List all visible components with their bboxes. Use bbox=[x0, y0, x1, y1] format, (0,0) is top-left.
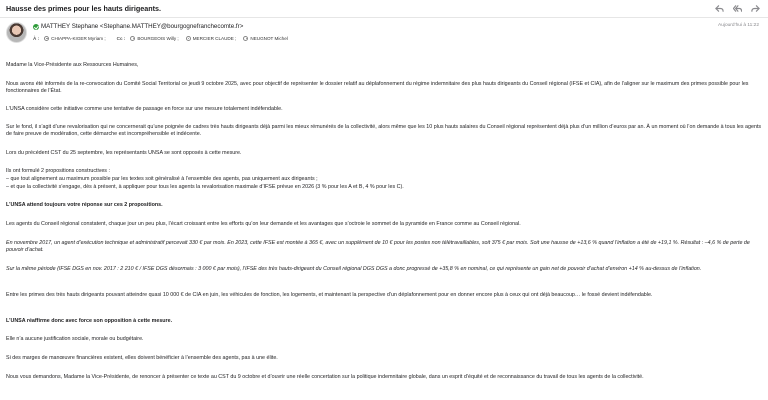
body-paragraph: Les agents du Conseil régional constatent, chaque jour un peu plus, l’écart croissant entre les efforts qu’on leur demande et les avantages que s’octroie le sommet de la pyramide en France comme au Conseil régional. bbox=[6, 221, 521, 227]
cc-name: MERCIER CLAUDE ; bbox=[192, 36, 237, 41]
cc-name: BOURGEOIS Willy ; bbox=[137, 36, 179, 41]
message-header bbox=[0, 18, 768, 52]
contact-icon bbox=[130, 36, 135, 41]
body-paragraph-italic: En novembre 2017, un agent d’exécution technique et administratif percevait 330 € par mois. En 2023, cette IFSE est montée à 365 €, avec un supplément de 10 € pour les postes non télétravaillables, soit 375 € par mois. Soit une hausse de +13,6 % quand l’inflation a été de +19,1 %. Résultat : –4,6 % de perte de pouvoir d’achat. bbox=[6, 240, 750, 254]
body-paragraph: Lors du précédent CST du 25 septembre, les représentants UNSA se sont opposés à cette mesure. bbox=[6, 150, 242, 156]
body-paragraph-bold: L’UNSA attend toujours votre réponse sur ces 2 propositions. bbox=[6, 202, 163, 208]
contact-icon bbox=[44, 36, 49, 41]
reply-all-icon[interactable] bbox=[732, 3, 742, 13]
cc-label: Cc : bbox=[116, 36, 126, 41]
recipient-chip[interactable] bbox=[42, 35, 108, 42]
body-paragraph: Si des marges de manœuvre financières existent, elles doivent bénéficier à l’ensemble des agents, pas à une élite. bbox=[6, 355, 278, 361]
reply-icon[interactable] bbox=[714, 3, 724, 13]
cc-chip[interactable] bbox=[128, 35, 180, 42]
cc-chip[interactable] bbox=[241, 35, 289, 42]
body-paragraph-bold: L’UNSA réaffirme donc avec force son opposition à cette mesure. bbox=[6, 318, 173, 324]
recipient-name: CHIAPPA-KIGER Myriam ; bbox=[51, 36, 106, 41]
recipients bbox=[33, 35, 290, 42]
contact-icon bbox=[243, 36, 248, 41]
avatar[interactable] bbox=[6, 22, 27, 43]
body-paragraph: L’UNSA considère cette initiative comme une tentative de passage en force sur une mesure totalement indéfendable. bbox=[6, 106, 283, 112]
forward-icon[interactable] bbox=[750, 3, 760, 13]
cc-chip[interactable] bbox=[184, 35, 239, 42]
message-timestamp: Aujourd’hui à 11:22 bbox=[718, 23, 759, 28]
message-subject: Hausse des primes pour les hauts dirigeants. bbox=[6, 4, 161, 13]
body-paragraph: – et que la collectivité s’engage, dès à présent, à appliquer pour tous les agents la revalorisation maximale d’IFSE prévue en 2026 (3 % pour les A et B, 4 % pour les C). bbox=[6, 184, 404, 190]
body-paragraph: Elle n’a aucune justification sociale, morale ou budgétaire. bbox=[6, 336, 144, 342]
message-actions bbox=[714, 3, 760, 13]
body-paragraph: Ils ont formulé 2 propositions constructives : bbox=[6, 168, 110, 174]
sender[interactable] bbox=[33, 23, 243, 30]
body-paragraph: Madame la Vice-Présidente aux Ressources Humaines, bbox=[6, 62, 139, 68]
body-paragraph: Entre les primes des très hauts dirigeants pouvant atteindre quasi 10 000 € de CIA en juin, les véhicules de fonction, les logements, et maintenant la perspective d’un déplafonnement pour en donner encore plus à ceux qui ont déjà beaucoup… le fossé devient indéfendable. bbox=[6, 292, 653, 298]
body-paragraph: Sur le fond, il s’agit d’une revalorisation qui ne concernerait qu’une poignée de cadres très hauts dirigeants déjà parmi les mieux rémunérés de la collectivité, alors même que les 10 plus hauts salaires du Conseil régional représentent déjà plus d’un million d’euros par an. À un moment où l’on demande à tous les agents de faire preuve de modération, cette démarche est incompréhensible et indécente. bbox=[6, 124, 762, 138]
to-label: À : bbox=[33, 36, 40, 41]
verified-badge-icon bbox=[33, 24, 39, 30]
message-titlebar bbox=[0, 0, 768, 18]
cc-name: NEUGNOT Michel bbox=[250, 36, 288, 41]
body-paragraph: – que tout alignement au maximum possible par les textes soit généralisé à l’ensemble des agents, pas uniquement aux dirigeants ; bbox=[6, 176, 318, 182]
body-paragraph: Nous avons été informés de la re-convocation du Comité Social Territorial ce jeudi 9 octobre 2025, avec pour objectif de représenter le dossier relatif au déplafonnement du régime indemnitaire des plus hauts dirigeants du Conseil régional (IFSE et CIA), afin de l’aligner sur le maximum des primes possible pour les fonctionnaires de l’État. bbox=[6, 81, 749, 95]
body-paragraph-italic: Sur la même période (IFSE DGS en nov. 2017 : 2 210 € / IFSE DGS désormais : 3 000 € par mois), l’IFSE des très hauts-dirigeant du Conseil régional DGS DGS a donc progressé de +35,8 % en nominal, ce qui représente un gain net de pouvoir d’achat d’environ +14 % au-dessus de l’inflation. bbox=[6, 266, 702, 272]
body-paragraph: Nous vous demandons, Madame la Vice-Présidente, de renoncer à présenter ce texte au CST du 9 octobre et d’ouvrir une réelle concertation sur la politique indemnitaire globale, dans un esprit d’équité et de reconnaissance du travail de tous les agents de la collectivité. bbox=[6, 374, 644, 380]
sender-display[interactable]: MATTHEY Stephane <Stephane.MATTHEY@bourgognefranchecomte.fr> bbox=[41, 23, 244, 30]
contact-icon bbox=[186, 36, 191, 41]
